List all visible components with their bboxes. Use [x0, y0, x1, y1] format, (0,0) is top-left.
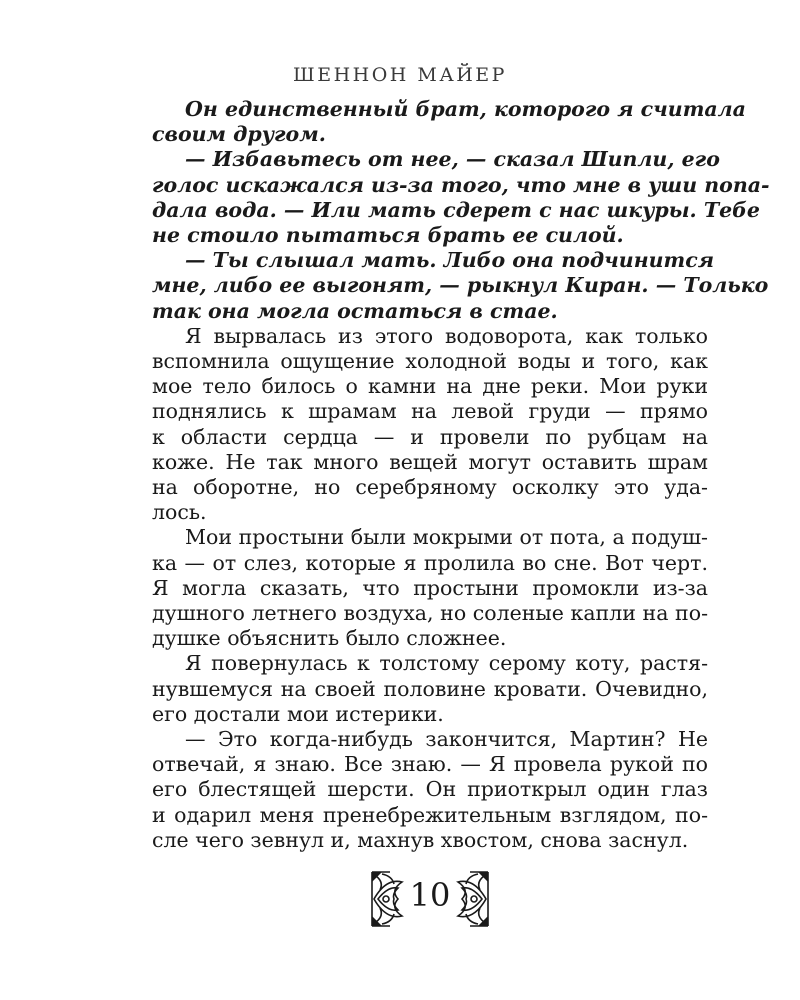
paragraph	[152, 147, 770, 248]
text-line: Я вырвалась из этого водоворота, как только	[185, 323, 708, 348]
text-line: Он единственный брат, которого я считала	[185, 97, 746, 121]
text-line: так она могла остаться в стае.	[152, 298, 558, 323]
text-line: вспомнила ощущение холодной воды и того, как	[152, 349, 708, 374]
text-line: своим другом.	[152, 122, 326, 147]
paragraph	[152, 248, 769, 324]
text-line: коже. Не так много вещей могут оставить шрам	[152, 449, 708, 474]
text-line: его достали мои истерики.	[152, 701, 444, 726]
text-line: ка — от слез, которые я пролила во сне. Вот черт.	[152, 550, 708, 575]
text-line: на оборотне, но серебряному осколку это уда-	[152, 475, 708, 500]
text-line: голос искажался из-за того, что мне в уши попа-	[152, 172, 770, 197]
text-line: дала вода. — Или мать сдерет с нас шкуры. Тебе	[152, 197, 760, 222]
paragraph	[152, 324, 708, 526]
text-line: к области сердца — и провели по рубцам на	[152, 424, 708, 449]
text-line: — Ты слышал мать. Либо она подчинится	[185, 248, 715, 273]
paragraph	[152, 727, 708, 853]
text-line: мое тело билось о камни на дне реки. Мои руки	[152, 374, 708, 399]
text-line: душке объяснить было сложнее.	[152, 626, 507, 651]
text-line: Я могла сказать, что простыни промокли из-за	[152, 575, 708, 600]
text-line: и одарил меня пренебрежительным взглядом, по-	[152, 802, 708, 827]
text-line: не стоило пытаться брать ее силой.	[152, 223, 624, 248]
text-line: душного летнего воздуха, но соленые капли на по-	[152, 601, 708, 626]
paragraph	[152, 525, 708, 651]
paragraph	[152, 97, 746, 147]
page-number-ornament	[368, 868, 492, 930]
text-line: — Избавьтесь от нее, — сказал Шипли, его	[185, 147, 720, 172]
text-line: мне, либо ее выгонят, — рыкнул Киран. — Только	[152, 273, 769, 298]
text-line: нувшемуся на своей половине кровати. Очевидно,	[152, 676, 708, 701]
body-text	[152, 97, 770, 853]
text-line: Я повернулась к толстому серому коту, растя-	[185, 651, 708, 676]
paragraph	[152, 651, 708, 727]
running-head: ШЕННОН МАЙЕР	[293, 64, 507, 86]
text-line: поднялись к шрамам на левой груди — прямо	[152, 399, 708, 424]
text-line: Мои простыни были мокрыми от пота, а подуш-	[185, 525, 708, 550]
text-line: его блестящей шерсти. Он приоткрыл один глаз	[152, 777, 708, 802]
text-line: сле чего зевнул и, махнув хвостом, снова заснул.	[152, 827, 689, 852]
text-line: лось.	[152, 500, 207, 525]
text-line: отвечай, я знаю. Все знаю. — Я провела рукой по	[152, 752, 708, 777]
text-line: — Это когда-нибудь закончится, Мартин? Не	[185, 727, 708, 752]
page-number: 10	[409, 876, 451, 914]
